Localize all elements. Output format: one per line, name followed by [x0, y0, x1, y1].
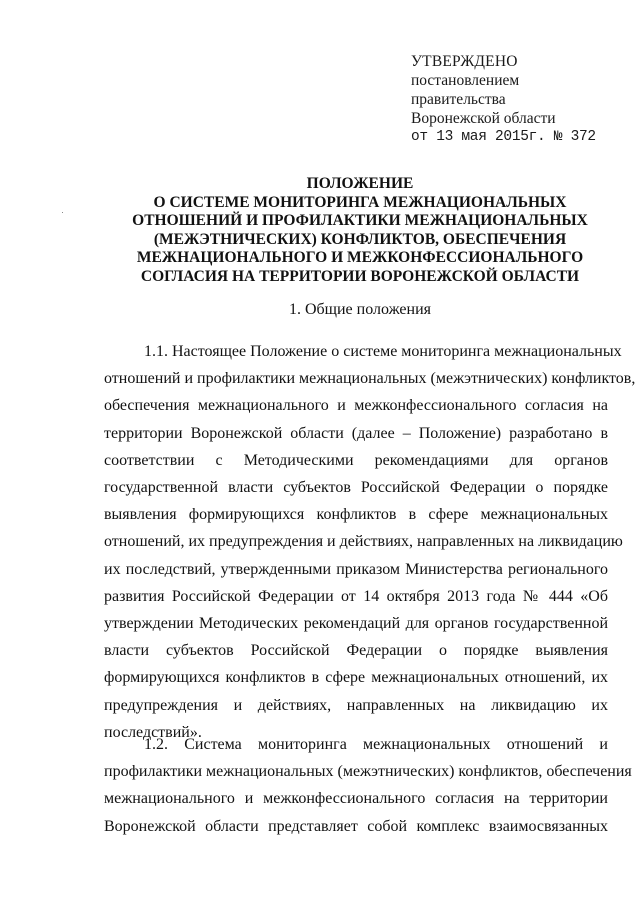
text-line: обеспечения межнационального и межконфессионального согласия на — [104, 397, 608, 415]
approval-block — [411, 52, 596, 147]
text-line: 1.1. Настоящее Положение о системе мониторинга межнациональных — [144, 343, 622, 360]
approval-title: УТВЕРЖДЕНО — [411, 53, 518, 70]
approval-line-region: Воронежской области — [411, 110, 556, 127]
approval-line-decree: постановлением — [411, 72, 520, 89]
text-line: отношений, их предупреждения и действиях, направленных на ликвидацию — [104, 533, 623, 551]
scan-speck — [62, 212, 63, 213]
text-line: предупреждения и действиях, направленных на ликвидацию их — [104, 696, 608, 714]
text-line: государственной власти субъектов Российской Федерации о порядке — [104, 479, 608, 497]
title-line: О СИСТЕМЕ МОНИТОРИНГА МЕЖНАЦИОНАЛЬНЫХ — [153, 193, 567, 211]
title-line: ОТНОШЕНИЙ И ПРОФИЛАКТИКИ МЕЖНАЦИОНАЛЬНЫХ — [132, 212, 588, 229]
text-line: отношений и профилактики межнациональных (межэтнических) конфликтов, — [104, 370, 636, 388]
text-line: 1.2. Система мониторинга межнациональных отношений и — [144, 736, 608, 753]
text-line: утверждении Методических рекомендаций для органов государственной — [104, 615, 608, 633]
paragraph-1-1 — [104, 338, 636, 746]
section-heading: 1. Общие положения — [288, 301, 432, 318]
title-line: ПОЛОЖЕНИЕ — [306, 175, 414, 192]
approval-date-number: от 13 мая 2015г. № 372 — [411, 129, 596, 145]
paragraph-1-2 — [104, 731, 632, 840]
text-line: выявления формирующихся конфликтов в сфере межнациональных — [104, 506, 608, 524]
text-line: соответствии с Методическими рекомендациями для органов — [104, 451, 608, 469]
title-line: СОГЛАСИЯ НА ТЕРРИТОРИИ ВОРОНЕЖСКОЙ ОБЛАСТИ — [140, 267, 580, 285]
text-line: развития Российской Федерации от 14 октября 2013 года № 444 «Об — [104, 587, 608, 605]
title-line: МЕЖНАЦИОНАЛЬНОГО И МЕЖКОНФЕССИОНАЛЬНОГО — [136, 249, 584, 266]
text-line: межнационального и межконфессионального согласия на территории — [104, 790, 608, 808]
text-line: власти субъектов Российской Федерации о порядке выявления — [104, 642, 608, 660]
text-line: профилактики межнациональных (межэтнических) конфликтов, обеспечения — [104, 763, 632, 781]
text-line: Воронежской области представляет собой комплекс взаимосвязанных — [104, 817, 608, 835]
text-line: формирующихся конфликтов в сфере межнациональных отношений, их — [104, 669, 608, 687]
approval-line-government: правительства — [411, 91, 506, 108]
document-title — [100, 175, 620, 286]
text-line: территории Воронежской области (далее – Положение) разработано в — [104, 424, 608, 442]
title-line: (МЕЖЭТНИЧЕСКИХ) КОНФЛИКТОВ, ОБЕСПЕЧЕНИЯ — [153, 230, 567, 248]
text-line: их последствий, утвержденными приказом Министерства регионального — [104, 560, 608, 578]
text-line: последствий». — [104, 723, 202, 741]
